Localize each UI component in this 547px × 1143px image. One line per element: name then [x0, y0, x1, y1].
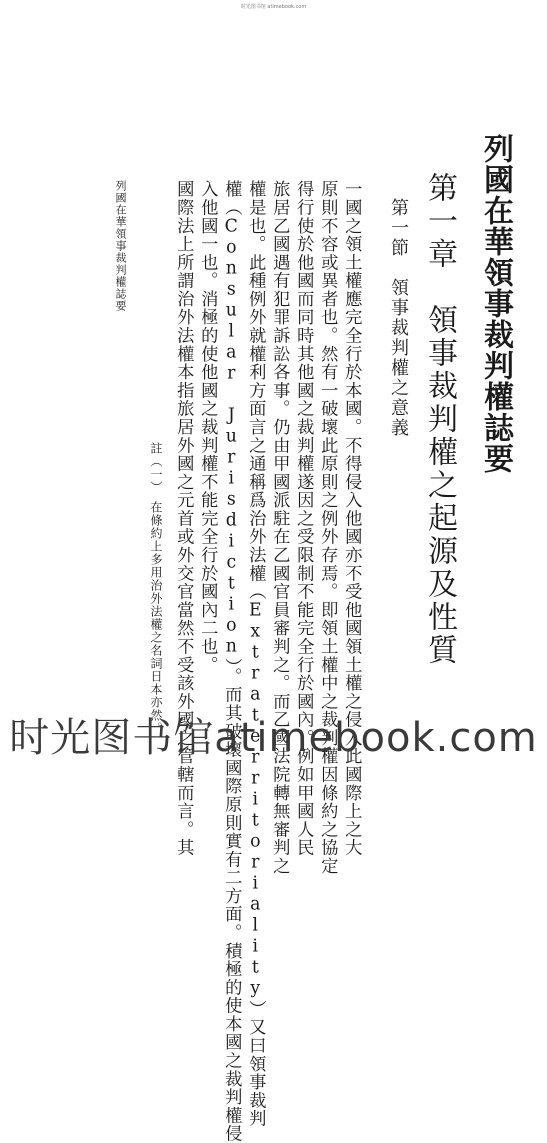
body-line-4: 旅居乙國遇有犯罪訴訟各事。仍由甲國派駐在乙國官員審判之。而乙國法院轉無審判之 — [269, 180, 290, 876]
body-line-2: 原則不容或異者也。然有一破壞此原則之例外存焉。即領土權中之裁判權因條約之協定 — [317, 180, 338, 876]
body-line-8: 國際法上所謂治外法權本指旅居外國之元首或外交官當然不受該外國之管轄而言。其 — [173, 180, 194, 857]
header-note: 时光图书馆 atimebook.com — [240, 4, 307, 10]
body-line-6: 權（Consular Jurisdiction）。而其破壞國際原則實有二方面。積極的使本國之裁判權侵 — [221, 180, 242, 1143]
body-line-7: 入他國一也。消極的使他國之裁判權不能完全行於國內二也。 — [197, 180, 218, 674]
body-line-1: 一國之領土權應完全行於本國。不得侵入他國亦不受他國領土權之侵入此國際上之大 — [341, 180, 362, 857]
footnote: 註（一） 在條約上多用治外法權之名詞日本亦然。 — [149, 442, 163, 735]
section-title: 第一節 領事裁判權之意義 — [388, 198, 409, 438]
body-line-5: 權是也。此種例外就權利方面言之通稱爲治外法權（Extraterritoriality）又曰領事裁判 — [245, 180, 266, 1128]
running-footer: 列國在華領事裁判權誌要 — [114, 180, 127, 312]
chapter-title: 第一章 領事裁判權之起源及性質 — [422, 172, 457, 667]
body-line-3: 得行使於他國而同時其他國之裁判權遂因之受限制不能完全行於國內。例如甲國人民 — [293, 180, 314, 857]
book-title: 列國在華領事裁判權誌要 — [478, 133, 513, 474]
site-watermark: 时光图书馆atimebook.com — [9, 714, 538, 761]
